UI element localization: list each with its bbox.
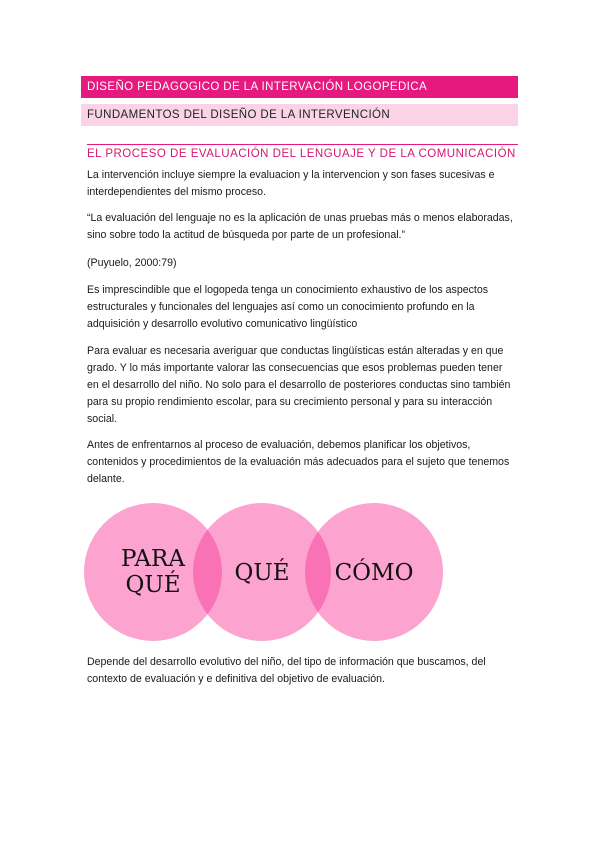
venn-label-como: CÓMO: [334, 560, 414, 586]
paragraph-citation: (Puyuelo, 2000:79): [87, 257, 177, 269]
venn-label-que-1: QUÉ: [125, 572, 181, 598]
paragraph-intervention: La intervención incluye siempre la evaluacion y la intervencion y son fases sucesivas e interdependientes del mismo proceso.: [87, 169, 495, 198]
venn-label-que-2: QUÉ: [234, 560, 290, 586]
venn-diagram: [84, 500, 444, 645]
main-title-bar: [81, 76, 518, 98]
paragraph-planificar: Antes de enfrentarnos al proceso de evaluación, debemos planificar los objetivos, contenidos y procedimientos de la evaluación más adecuados para el sujeto que tenemos delante.: [87, 439, 510, 485]
paragraph-evaluar: Para evaluar es necesaria averiguar que conductas lingüísticas están alteradas y en que grado. Y lo más importante valorar las consecuencias que esos problemas pueden tener en el desarrollo del niño. No solo para el desarrollo de posteriores conductas sino también para su propio rendimiento escolar, para su crecimiento personal y para su interacción social.: [87, 345, 511, 425]
venn-label-para: PARA: [121, 546, 185, 572]
paragraph-quote: “La evaluación del lenguaje no es la aplicación de unas pruebas más o menos elaboradas, sino sobre todo la actitud de búsqueda por parte de un profesional.”: [87, 212, 513, 241]
subtitle: FUNDAMENTOS DEL DISEÑO DE LA INTERVENCIÓN: [87, 109, 391, 121]
section-heading: EL PROCESO DE EVALUACIÓN DEL LENGUAJE Y DE LA COMUNICACIÓN: [87, 144, 518, 160]
subtitle-bar: [81, 104, 518, 126]
paragraph-closing: Depende del desarrollo evolutivo del niño, del tipo de información que buscamos, del contexto de evaluación y e definitiva del objetivo de evaluación.: [87, 656, 486, 685]
paragraph-logopeda: Es imprescindible que el logopeda tenga un conocimiento exhaustivo de los aspectos estructurales y funcionales del lenguajes así como un conocimiento profundo en la adquisición y desarrollo evolutivo comunicativo lingüístico: [87, 284, 489, 330]
main-title: DISEÑO PEDAGOGICO DE LA INTERVACIÓN LOGOPEDICA: [87, 81, 428, 93]
